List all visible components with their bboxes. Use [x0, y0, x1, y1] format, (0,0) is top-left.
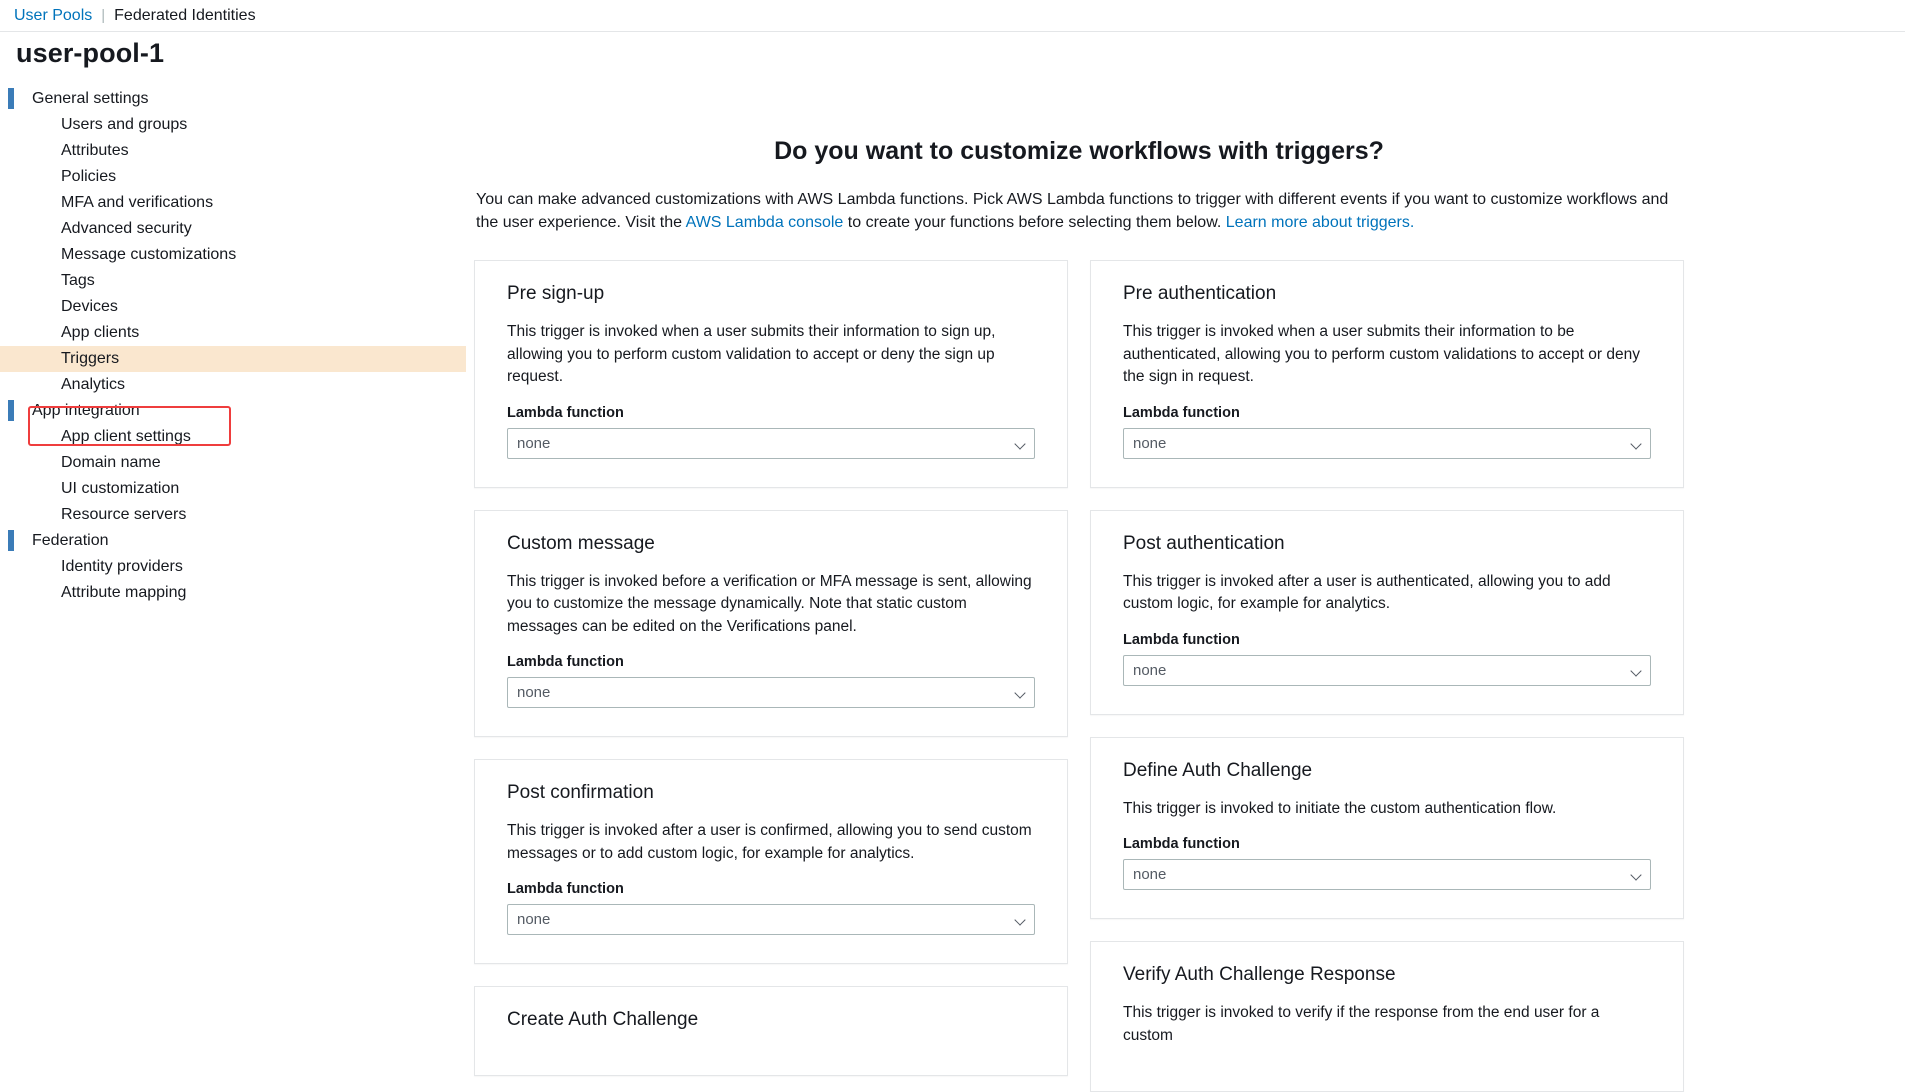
sidebar-item-analytics[interactable]: [0, 372, 466, 398]
sidebar-item-label: Analytics: [61, 376, 126, 393]
sidebar-group-federation[interactable]: [0, 528, 466, 554]
sidebar-item-triggers[interactable]: [0, 346, 466, 372]
sidebar-item-attributes[interactable]: [0, 138, 466, 164]
sidebar-item-label: Advanced security: [61, 220, 192, 237]
lambda-select-wrapper: [1123, 428, 1651, 459]
sidebar-item-label: MFA and verifications: [61, 194, 214, 211]
aws-lambda-console-link[interactable]: AWS Lambda console: [685, 214, 844, 232]
trigger-cards-column-right: [1090, 260, 1684, 1092]
page-title: user-pool-1: [16, 38, 165, 68]
sidebar-item-label: Users and groups: [61, 116, 188, 133]
trigger-card-custom-message: [474, 510, 1068, 737]
breadcrumb-divider: |: [101, 7, 106, 24]
sidebar-item-label: Message customizations: [61, 246, 237, 263]
lambda-function-select-pre-sign-up[interactable]: [507, 428, 1035, 459]
sidebar-item-ui-customization[interactable]: [0, 476, 466, 502]
lambda-function-select-post-authentication[interactable]: [1123, 655, 1651, 686]
trigger-card-title: Pre sign-up: [507, 283, 605, 305]
sidebar-item-attribute-mapping[interactable]: [0, 580, 466, 606]
main-heading: Do you want to customize workflows with triggers?: [774, 137, 1384, 165]
sidebar-item-app-client-settings[interactable]: [0, 424, 466, 450]
sidebar-group-label: App integration: [32, 402, 140, 419]
trigger-cards-grid: [474, 260, 1684, 1092]
lambda-function-select-custom-message[interactable]: [507, 677, 1035, 708]
sidebar-item-users-and-groups[interactable]: [0, 112, 466, 138]
lambda-function-label: Lambda function: [1123, 836, 1240, 853]
sidebar-item-label: UI customization: [61, 480, 180, 497]
sidebar-item-tags[interactable]: [0, 268, 466, 294]
trigger-card-description: This trigger is invoked after a user is authenticated, allowing you to add custom logic, for example for analytics.: [1123, 572, 1611, 613]
sidebar-item-advanced-security[interactable]: [0, 216, 466, 242]
trigger-card-title: Define Auth Challenge: [1123, 759, 1313, 781]
learn-more-triggers-link[interactable]: Learn more about triggers.: [1225, 214, 1415, 232]
sidebar-group-label: General settings: [32, 90, 149, 107]
sidebar-item-app-clients[interactable]: [0, 320, 466, 346]
sidebar-item-devices[interactable]: [0, 294, 466, 320]
trigger-card-pre-authentication: [1090, 260, 1684, 487]
breadcrumb: [0, 0, 1905, 32]
trigger-card-title: Post authentication: [1123, 532, 1285, 554]
trigger-card-description: This trigger is invoked after a user is confirmed, allowing you to send custom messages or to add custom logic, for example for analytics.: [507, 822, 1032, 862]
lambda-function-label: Lambda function: [507, 654, 624, 671]
lambda-select-wrapper: [1123, 859, 1651, 890]
group-marker-icon: [8, 530, 14, 551]
lambda-function-label: Lambda function: [507, 881, 624, 898]
lambda-function-select-define-auth-challenge[interactable]: [1123, 859, 1651, 890]
sidebar-item-label: Identity providers: [61, 558, 183, 575]
sidebar-item-label: Attribute mapping: [61, 584, 187, 601]
lambda-select-wrapper: [507, 428, 1035, 459]
sidebar-item-mfa-and-verifications[interactable]: [0, 190, 466, 216]
trigger-card-create-auth-challenge: [474, 986, 1068, 1076]
sidebar-group-general-settings[interactable]: [0, 86, 466, 112]
trigger-card-verify-auth-challenge-response: [1090, 941, 1684, 1092]
sidebar-item-label: App client settings: [61, 428, 191, 445]
page-layout: [0, 79, 1905, 1092]
trigger-card-description: This trigger is invoked to initiate the custom authentication flow.: [1123, 799, 1557, 817]
trigger-cards-column-left: [474, 260, 1068, 1076]
lambda-function-label: Lambda function: [1123, 631, 1240, 648]
group-marker-icon: [8, 400, 14, 421]
trigger-card-title: Pre authentication: [1123, 283, 1277, 305]
sidebar-item-message-customizations[interactable]: [0, 242, 466, 268]
sidebar-item-label: Resource servers: [61, 506, 187, 523]
sidebar-item-label: Triggers: [61, 350, 120, 367]
trigger-card-post-confirmation: [474, 759, 1068, 964]
main-content: [466, 79, 1905, 1092]
group-marker-icon: [8, 88, 14, 109]
lambda-function-select-post-confirmation[interactable]: [507, 904, 1035, 935]
trigger-card-title: Custom message: [507, 532, 655, 554]
sidebar-item-label: Tags: [61, 272, 95, 289]
sidebar: [0, 79, 466, 606]
sidebar-item-label: Devices: [61, 298, 118, 315]
breadcrumb-federated-identities[interactable]: Federated Identities: [114, 6, 256, 24]
intro-text-part2: to create your functions before selecting them below.: [843, 214, 1226, 232]
sidebar-item-label: Domain name: [61, 454, 161, 471]
sidebar-group-label: Federation: [32, 532, 109, 549]
trigger-card-description: This trigger is invoked when a user submits their information to sign up, allowing you to perform custom validation to accept or deny the sign up request.: [507, 323, 996, 386]
lambda-select-wrapper: [507, 677, 1035, 708]
sidebar-item-label: Policies: [61, 168, 117, 185]
trigger-card-title: Create Auth Challenge: [507, 1009, 699, 1031]
trigger-card-title: Post confirmation: [507, 782, 654, 804]
intro-paragraph: [474, 188, 1684, 234]
lambda-function-label: Lambda function: [1123, 404, 1240, 421]
sidebar-item-label: Attributes: [61, 142, 129, 159]
sidebar-item-resource-servers[interactable]: [0, 502, 466, 528]
trigger-card-description: This trigger is invoked to verify if the response from the end user for a custom: [1123, 1004, 1600, 1044]
lambda-select-wrapper: [1123, 655, 1651, 686]
trigger-card-description: This trigger is invoked before a verification or MFA message is sent, allowing you to customize the message dynamically. Note that static custom messages can be edited on the Verifications panel.: [507, 572, 1032, 635]
trigger-card-title: Verify Auth Challenge Response: [1123, 964, 1396, 986]
sidebar-group-app-integration[interactable]: [0, 398, 466, 424]
sidebar-item-policies[interactable]: [0, 164, 466, 190]
sidebar-item-label: App clients: [61, 324, 140, 341]
trigger-card-pre-sign-up: [474, 260, 1068, 487]
sidebar-item-domain-name[interactable]: [0, 450, 466, 476]
lambda-select-wrapper: [507, 904, 1035, 935]
intro-text-part1: You can make advanced customizations with AWS Lambda functions. Pick AWS Lambda functions to trigger with different events if you want to customize workflows and the user experience. Visit the: [476, 191, 1669, 232]
trigger-card-define-auth-challenge: [1090, 737, 1684, 919]
lambda-function-label: Lambda function: [507, 404, 624, 421]
breadcrumb-user-pools[interactable]: User Pools: [14, 6, 93, 24]
lambda-function-select-pre-authentication[interactable]: [1123, 428, 1651, 459]
sidebar-item-identity-providers[interactable]: [0, 554, 466, 580]
trigger-card-description: This trigger is invoked when a user submits their information to be authenticated, allowing you to perform custom validations to accept or deny the sign in request.: [1123, 323, 1640, 386]
trigger-card-post-authentication: [1090, 510, 1684, 715]
